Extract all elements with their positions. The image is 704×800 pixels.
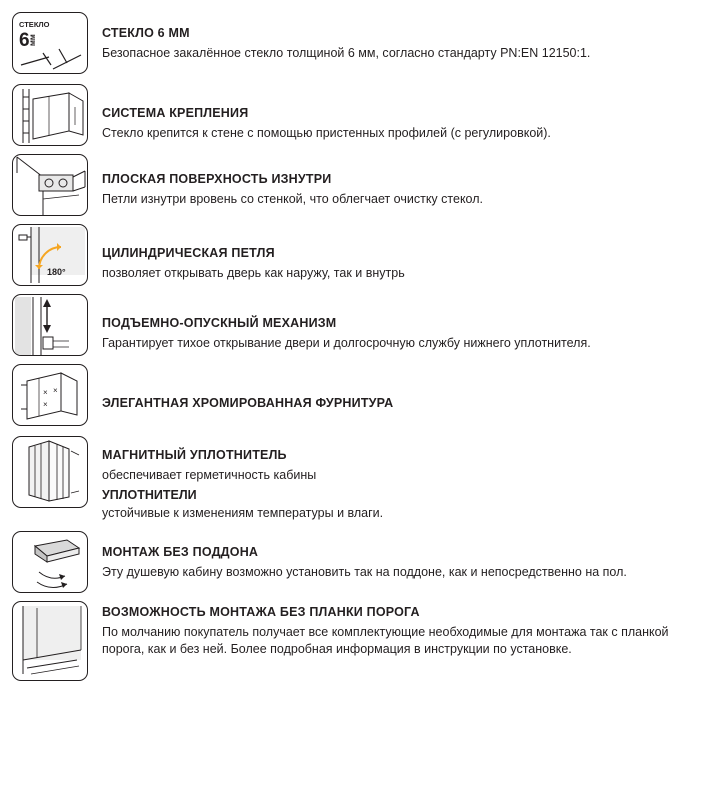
cylindrical-hinge-icon	[12, 224, 88, 286]
feature-subtitle: УПЛОТНИТЕЛИ	[102, 487, 197, 502]
feature-body: позволяет открывать дверь как наружу, так и внутрь	[102, 265, 405, 280]
feature-row	[12, 224, 696, 286]
no-tray-install-icon	[12, 531, 88, 593]
feature-body: Безопасное закалённое стекло толщиной 6 мм, согласно стандарту PN:EN 12150:1.	[102, 45, 591, 60]
glass-thickness-icon	[12, 12, 88, 74]
feature-body: обеспечивает герметичность кабины	[102, 467, 317, 482]
svg-text:×: ×	[43, 388, 48, 397]
feature-row	[12, 154, 696, 216]
feature-text	[102, 601, 696, 657]
feature-row	[12, 436, 696, 521]
feature-text	[102, 436, 696, 521]
feature-text	[102, 531, 696, 581]
flat-inner-surface-icon	[12, 154, 88, 216]
feature-row	[12, 84, 696, 146]
feature-row	[12, 531, 696, 593]
feature-title: МОНТАЖ БЕЗ ПОДДОНА	[102, 545, 259, 560]
feature-text	[102, 364, 696, 415]
feature-body: Эту душевую кабину возможно установить так на поддоне, как и непосредственно на пол.	[102, 565, 627, 579]
feature-title: ПОДЪЕМНО-ОПУСКНЫЙ МЕХАНИЗМ	[102, 316, 337, 330]
feature-title: ЭЛЕГАНТНАЯ ХРОМИРОВАННАЯ ФУРНИТУРА	[102, 396, 394, 410]
chrome-fittings-icon	[12, 364, 88, 426]
feature-text	[102, 154, 696, 208]
icon-label-unit: мм	[28, 34, 37, 46]
feature-title: ПЛОСКАЯ ПОВЕРХНОСТЬ ИЗНУТРИ	[102, 172, 332, 186]
feature-row	[12, 294, 696, 356]
mounting-system-icon	[12, 84, 88, 146]
feature-title: МАГНИТНЫЙ УПЛОТНИТЕЛЬ	[102, 448, 287, 462]
svg-text:×: ×	[53, 386, 58, 395]
svg-text:×: ×	[43, 400, 48, 409]
feature-title: СИСТЕМА КРЕПЛЕНИЯ	[102, 106, 249, 120]
feature-text	[102, 12, 696, 62]
feature-row	[12, 364, 696, 426]
feature-text	[102, 294, 696, 352]
feature-title: ВОЗМОЖНОСТЬ МОНТАЖА БЕЗ ПЛАНКИ ПОРОГА	[102, 605, 420, 620]
feature-title: ЦИЛИНДРИЧЕСКАЯ ПЕТЛЯ	[102, 246, 275, 260]
magnetic-seal-icon	[12, 436, 88, 508]
feature-text	[102, 224, 696, 282]
icon-label-top: СТЕКЛО	[19, 20, 50, 29]
feature-row	[12, 12, 696, 74]
lift-and-lower-icon	[12, 294, 88, 356]
no-threshold-install-icon	[12, 601, 88, 681]
feature-body: Гарантирует тихое открывание двери и долгосрочную службу нижнего уплотнителя.	[102, 335, 591, 350]
icon-label-angle: 180°	[47, 267, 66, 277]
feature-body-2: устойчивые к изменениям температуры и влаги.	[102, 505, 384, 520]
feature-row	[12, 601, 696, 681]
feature-text	[102, 84, 696, 142]
feature-body: Стекло крепится к стене с помощью пристенных профилей (с регулировкой).	[102, 125, 551, 140]
feature-body: Петли изнутри вровень со стенкой, что облегчает очистку стекол.	[102, 191, 483, 206]
icon-label-big: 6	[19, 30, 30, 51]
feature-body: По молчанию покупатель получает все комплектующие необходимые для монтажа так с планкой порога, как и без ней. Более подробная информация в инструкции по установке.	[102, 625, 669, 656]
feature-title: СТЕКЛО 6 ММ	[102, 26, 190, 40]
